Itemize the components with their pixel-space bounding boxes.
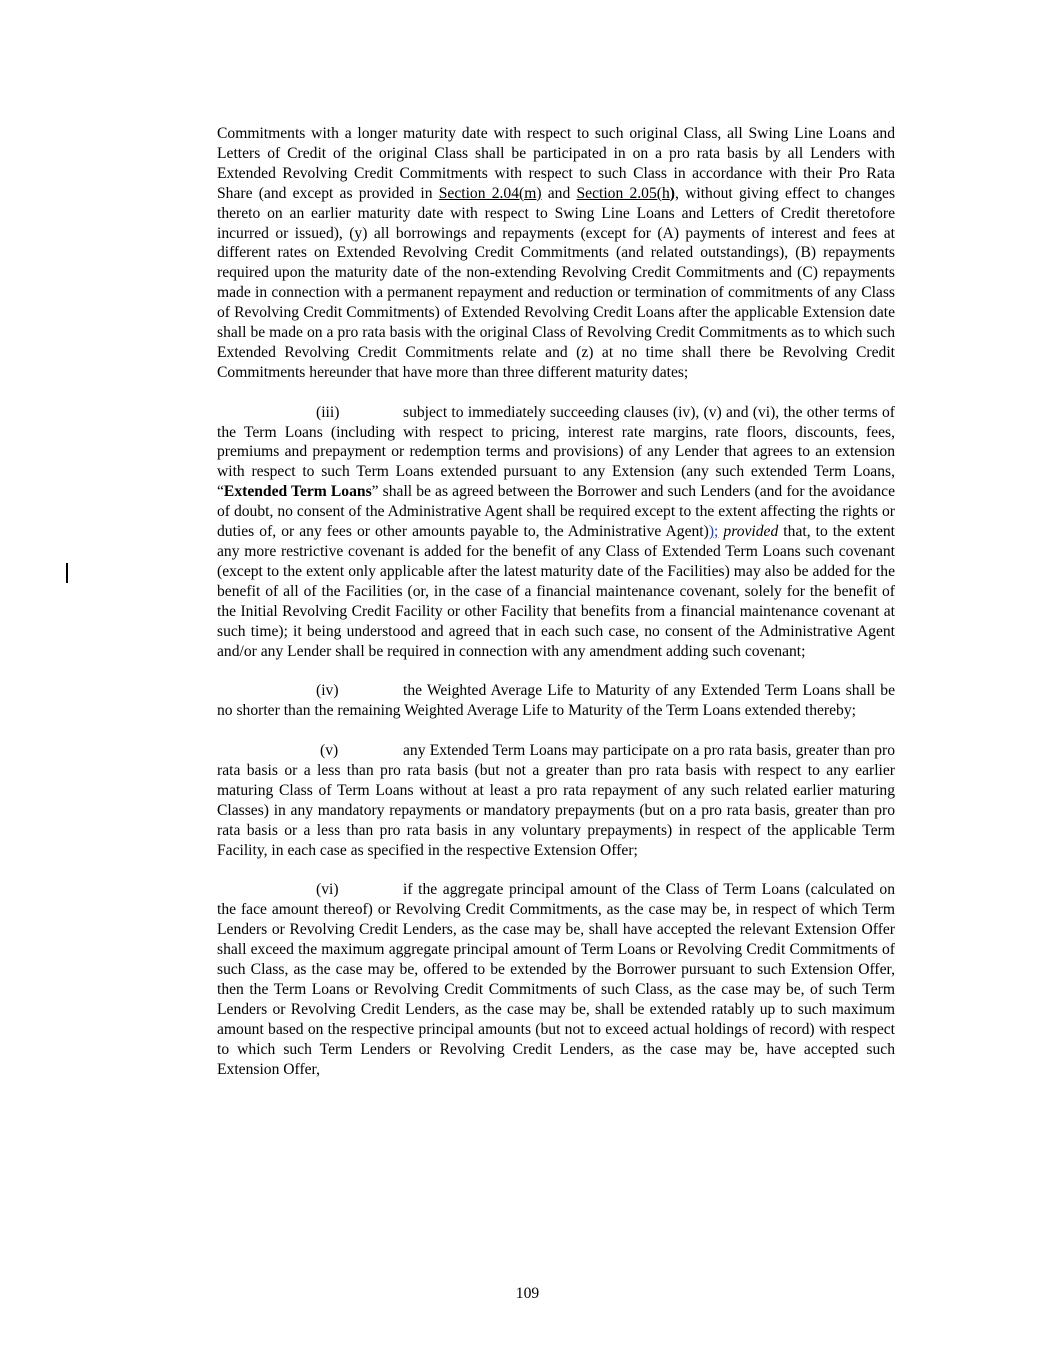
revision-change-bar: [66, 563, 68, 583]
paragraph-text: if the aggregate principal amount of the Class of Term Loans (calculated on the face amount thereof) or Revolving Credit Commitments, as the case may be, in respect of which Term Lenders or Revolving Credit Lenders, as the case may be, shall have accepted the relevant Extension Offer shall exceed the maximum aggregate principal amount of Term Loans or Revolving Credit Commitments of such Class, as the case may be, offered to be extended by the Borrower pursuant to such Extension Offer, then the Term Loans or Revolving Credit Commitments of such Class, as the case may be, of such Term Lenders or Revolving Credit Lenders, as the case may be, shall be extended ratably up to such maximum amount based on the respective principal amounts (but not to exceed actual holdings of record) with respect to which such Term Lenders or Revolving Credit Lenders, as the case may be, have accepted such Extension Offer,: [217, 881, 895, 1078]
clause-number: (iii): [316, 403, 340, 421]
clause-iii: [217, 403, 895, 662]
defined-term-extended-term-loans: Extended Term Loans: [223, 483, 372, 501]
clause-number: (iv): [316, 682, 339, 700]
paragraph-text: any Extended Term Loans may participate on a pro rata basis, greater than pro rata basis or a less than pro rata basis (but not a greater than pro rata basis with respect to any earlier maturing Class of Term Loans without at least a pro rata repayment of any such related earlier maturing Classes) in any mandatory repayments or mandatory prepayments (but on a pro rata basis, greater than pro rata basis or a less than pro rata basis in any voluntary prepayments) in respect of the applicable Term Facility, in each case as specified in the respective Extension Offer;: [217, 742, 895, 859]
page-number: 109: [515, 1285, 540, 1302]
clause-iv: [217, 681, 895, 721]
section-reference-close-paren: ): [669, 184, 675, 202]
inserted-revision-text: );: [708, 523, 719, 541]
paragraph-text: , without giving effect to changes thereto on an earlier maturity date with respect to Swing Line Loans and Letters of Credit theretofore incurred or issued), (y) all borrowings and repayments (except for (A) payments of interest and fees at different rates on Extended Revolving Credit Commitments (and related outstandings), (B) repayments required upon the maturity date of the non-extending Revolving Credit Commitments and (C) repayments made in connection with a permanent repayment and reduction or termination of commitments of any Class of Revolving Credit Commitments) of Extended Revolving Credit Loans after the applicable Extension date shall be made on a pro rata basis with the original Class of Revolving Credit Commitments as to which such Extended Revolving Credit Commitments relate and (z) at no time shall there be Revolving Credit Commitments hereunder that have more than three different maturity dates;: [217, 184, 896, 381]
clause-v: [217, 741, 895, 860]
paragraph-text: ” shall be as agreed between the Borrower and such Lenders (and for the avoidance of doubt, no consent of the Administrative Agent shall be required except to the extent affecting the rights or duties of, or any fees or other amounts payable to, the Administrative Agent): [217, 483, 895, 541]
paragraph-text: that, to the extent any more restrictive covenant is added for the benefit of any Class of Extended Term Loans such covenant (except to the extent only applicable after the latest maturity date of the Facilities) may also be added for the benefit of all of the Facilities (or, in the case of a financial maintenance covenant, solely for the benefit of the Initial Revolving Credit Facility or other Facility that benefits from a financial maintenance covenant at such time); it being understood and agreed that in each such case, no consent of the Administrative Agent and/or any Lender shall be required in connection with any amendment adding such covenant;: [217, 523, 895, 660]
section-reference-2-05-h: Section 2.05(h: [576, 184, 670, 202]
document-body: [217, 124, 895, 1079]
paragraph-text: the Weighted Average Life to Maturity of any Extended Term Loans shall be no shorter than the remaining Weighted Average Life to Maturity of the Term Loans extended thereby;: [217, 682, 895, 720]
clause-vi: [217, 880, 895, 1079]
paragraph-text: and: [541, 184, 577, 202]
clause-number: (vi): [316, 881, 339, 899]
section-reference-2-04-m: Section 2.04(m): [438, 184, 542, 202]
italic-term-provided: provided: [723, 523, 779, 541]
paragraph-text: Commitments with a longer maturity date with respect to such original Class, all Swing Line Loans and Letters of Credit of the original Class shall be participated in on a pro rata basis by all Lenders with Extended Revolving Credit Commitments with respect to such Class in accordance with their Pro Rata Share (and except as provided in: [217, 125, 895, 202]
clause-number: (v): [320, 742, 339, 760]
paragraph-continuation: [217, 124, 895, 383]
paragraph-text: subject to immediately succeeding clauses (iv), (v) and (vi), the other terms of the Term Loans (including with respect to pricing, interest rate margins, rate floors, discounts, fees, premiums and prepayment or redemption terms and provisions) of any Lender that agrees to an extension with respect to such Term Loans extended pursuant to any Extension (any such extended Term Loans, “: [217, 403, 895, 501]
